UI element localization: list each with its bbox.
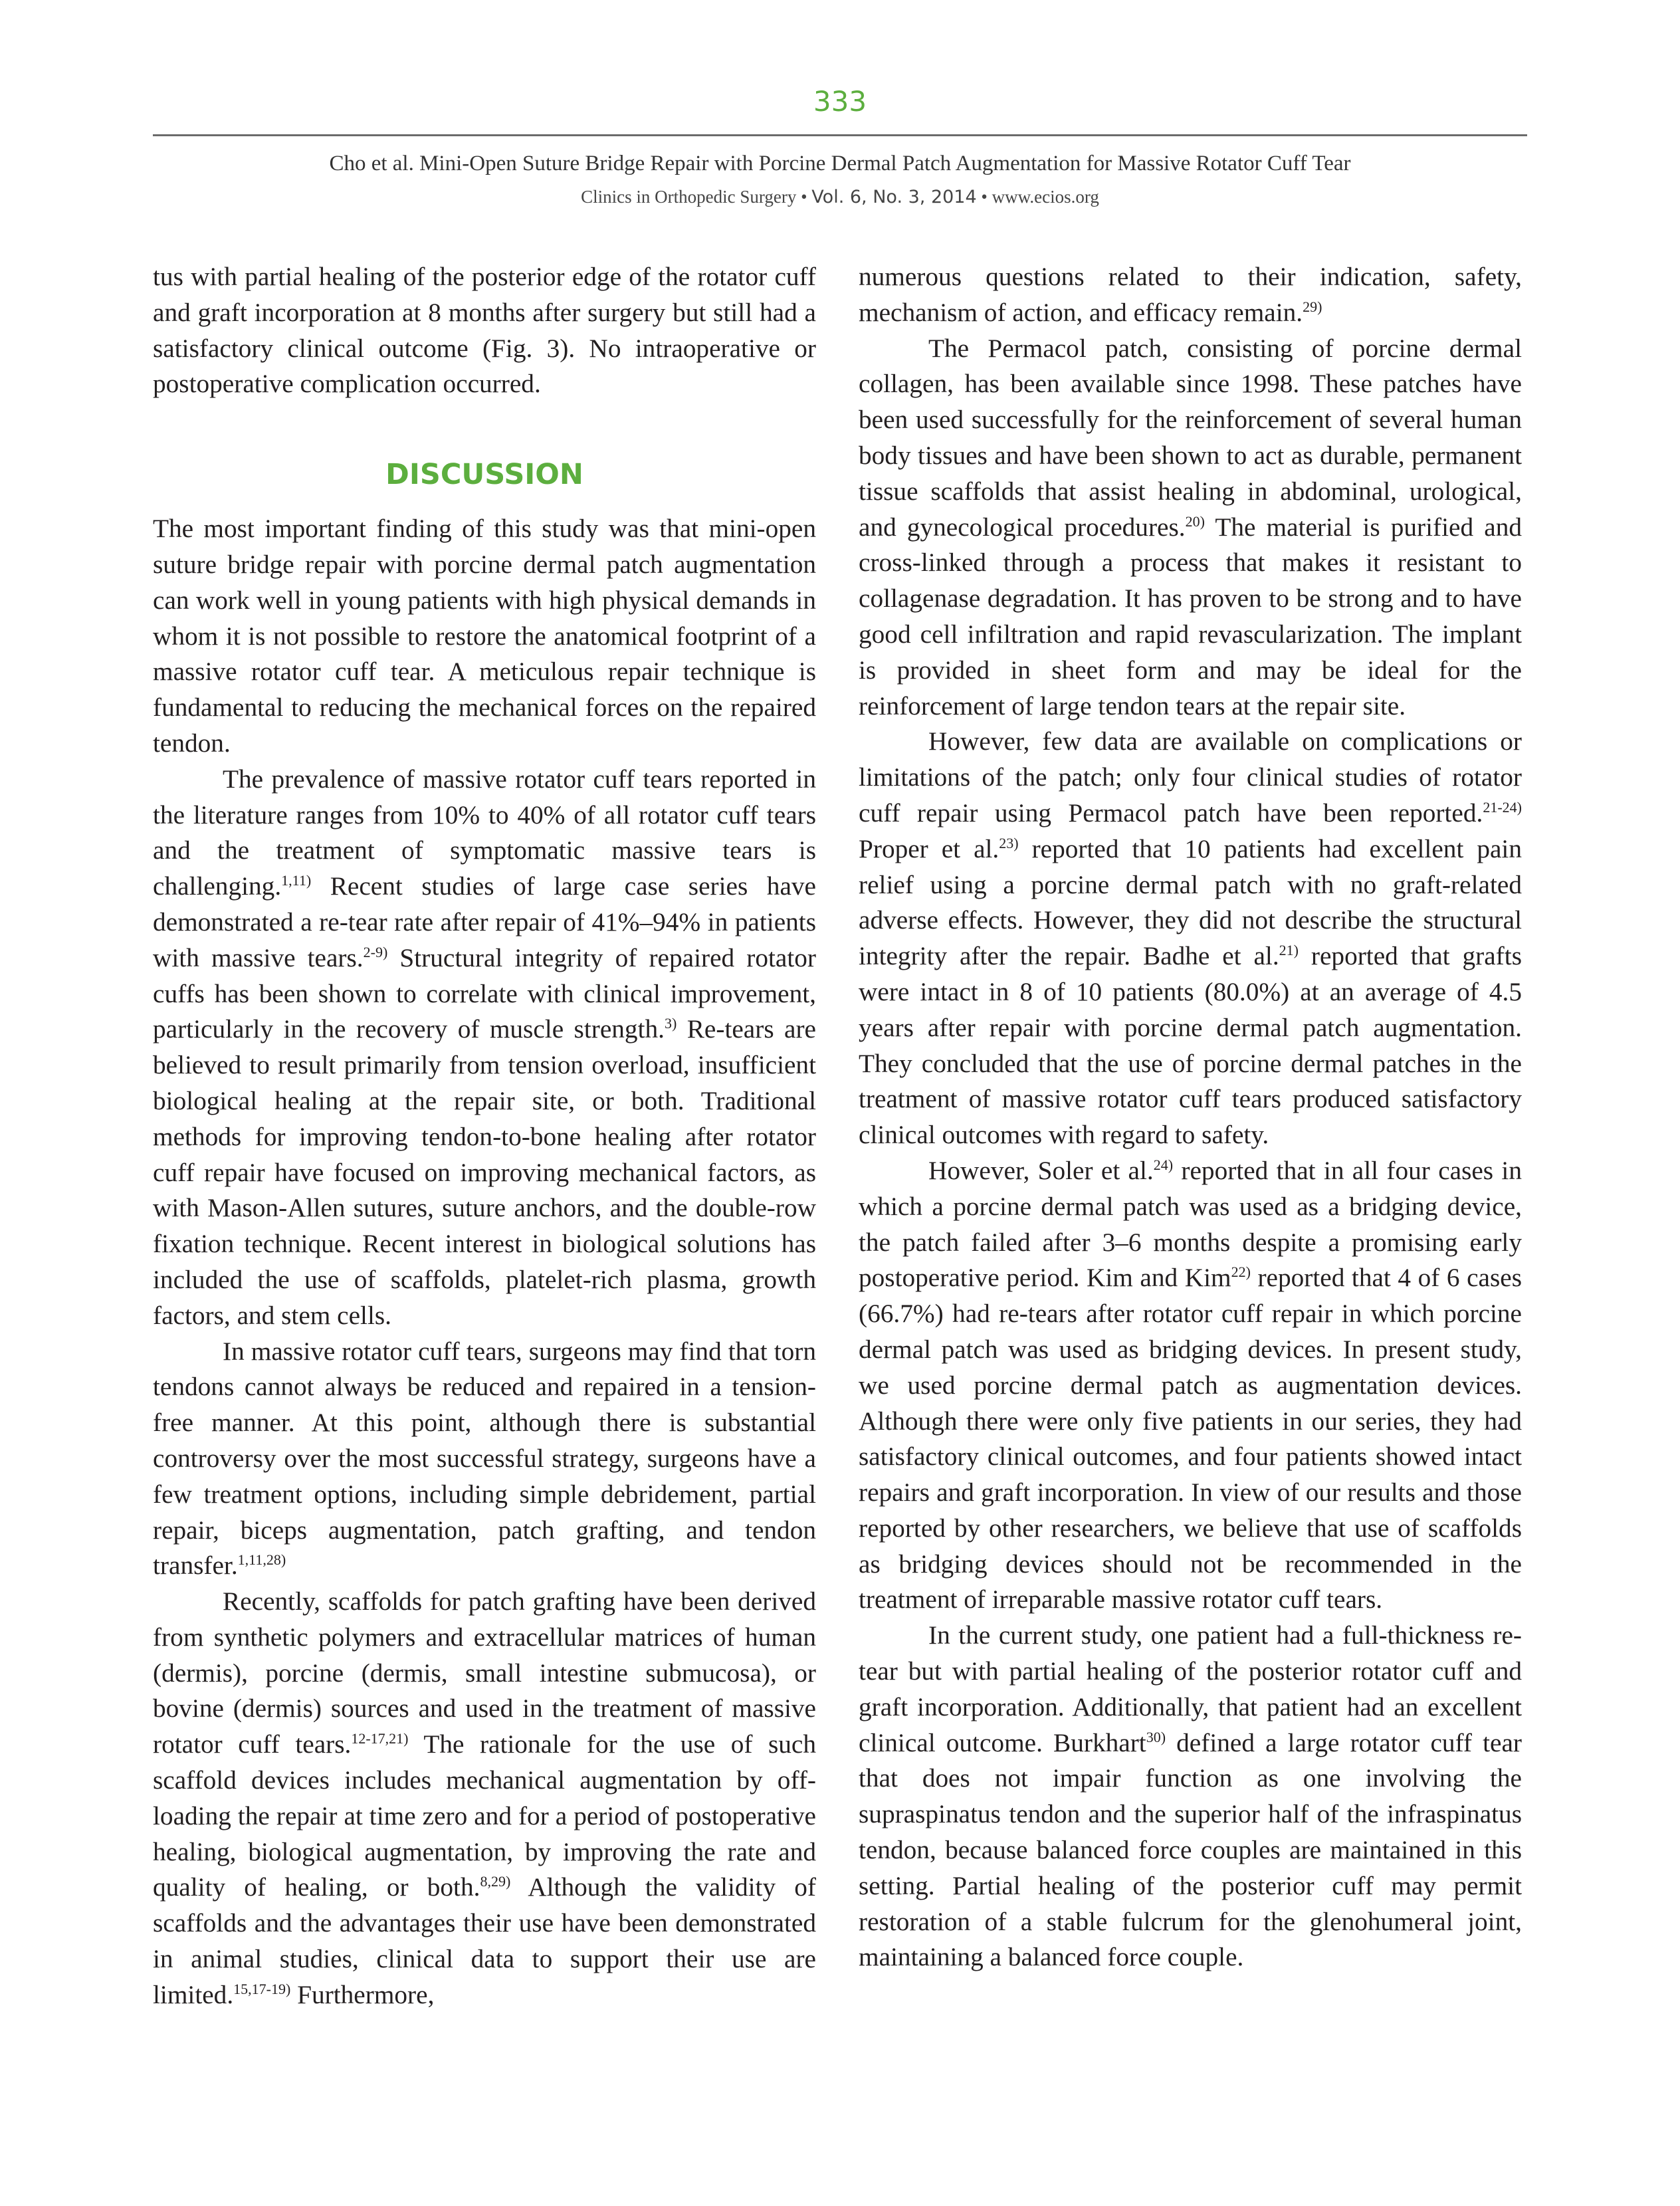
paragraph: The most important finding of this study was that mini-open suture bridge repair with porcine dermal patch augmentation can work well in young patients with high physical demands in whom it is not possible to restore the anatomical footprint of a massive rotator cuff tear. A meticulous repair technique is fundamental to reducing the mechanical forces on the repaired tendon.	[153, 514, 816, 758]
citation-superscript: 8,29)	[480, 1873, 511, 1890]
paragraph	[859, 1153, 1522, 1618]
paragraph	[153, 762, 816, 1334]
text-run: The prevalence of massive rotator cuff tears reported in the literature ranges from 10% to 40% of all rotator cuff tears and the treatment of symptomatic massive tears is challenging.	[153, 764, 816, 901]
text-run: The Permacol patch, consisting of porcine dermal collagen, has been available since 1998. These patches have been used successfully for the reinforcement of several human body tissues and have been shown to act as durable, permanent tissue scaffolds that assist healing in abdominal, urological, and gynecological procedures.	[859, 333, 1522, 542]
separator: •	[796, 187, 812, 207]
text-run: Recent studies of large case series have demonstrated a re-tear rate after repair of 41%–94% in patients with massive tears.	[153, 871, 816, 972]
running-title: Cho et al. Mini-Open Suture Bridge Repair with Porcine Dermal Patch Augmentation for Massive Rotator Cuff Tear	[329, 152, 1351, 175]
text-run: Recently, scaffolds for patch grafting have been derived from synthetic polymers and extracellular matrices of human (dermis), porcine (dermis, small intestine submucosa), or bovine (dermis) sources and used in the treatment of massive rotator cuff tears.	[153, 1587, 816, 1759]
text-run: Structural integrity of repaired rotator cuffs has been shown to correlate with clinical improvement, particularly in the recovery of muscle strength.	[153, 942, 816, 1044]
text-run: In the current study, one patient had a full-thickness re-tear but with partial healing of the posterior rotator cuff and graft incorporation. Additionally, that patient had an excellent clinical outcome. Burkhart	[859, 1620, 1522, 1757]
citation-superscript: 30)	[1146, 1728, 1166, 1745]
right-column	[859, 259, 1522, 1975]
citation-superscript: 1,11)	[281, 872, 312, 889]
paragraph	[153, 1334, 816, 1585]
paragraph	[859, 1618, 1522, 1975]
page-number: 333	[813, 85, 867, 118]
header-divider	[153, 134, 1527, 136]
paragraph: tus with partial healing of the posterior edge of the rotator cuff and graft incorporation at 8 months after surgery but still had a satisfactory clinical outcome (Fig. 3). No intraoperative or postoperative complication occurred.	[153, 262, 816, 399]
paragraph	[153, 1584, 816, 2013]
citation-superscript: 29)	[1303, 298, 1322, 315]
text-run: defined a large rotator cuff tear that does not impair function as one involving the supraspinatus tendon and the superior half of the infraspinatus tendon, because balanced force couples are maintained in this setting. Partial healing of the posterior cuff may permit restoration of a stable fulcrum for the glenohumeral joint, maintaining a balanced force couple.	[859, 1727, 1522, 1972]
text-run: Furthermore,	[290, 1979, 435, 2009]
section-heading-discussion: DISCUSSION	[385, 458, 583, 492]
citation-superscript: 15,17-19)	[233, 1980, 291, 1997]
text-run: Proper et al.	[859, 833, 999, 863]
citation-superscript: 1,11,28)	[237, 1551, 286, 1569]
citation-superscript: 24)	[1153, 1156, 1174, 1173]
journal-website: www.ecios.org	[992, 187, 1099, 207]
text-run: Although the validity of scaffolds and the advantages their use have been demonstrated in animal studies, clinical data to support their use are limited.	[153, 1872, 816, 2009]
text-run: reported that 4 of 6 cases (66.7%) had re-tears after rotator cuff repair in which porcine dermal patch was used as bridging devices. In present study, we used porcine dermal patch as augmentation devices. Although there were only five patients in our series, they had satisfactory clinical outcomes, and four patients showed intact repairs and graft incorporation. In view of our results and those reported by other researchers, we believe that use of scaffolds as bridging devices should not be recommended in the treatment of irreparable massive rotator cuff tears.	[859, 1263, 1522, 1614]
citation-superscript: 22)	[1231, 1264, 1251, 1281]
citation-superscript: 12-17,21)	[351, 1730, 409, 1747]
journal-name: Clinics in Orthopedic Surgery	[581, 187, 797, 207]
paragraph	[859, 331, 1522, 724]
volume-issue: Vol. 6, No. 3, 2014	[811, 187, 977, 207]
journal-citation-line	[0, 187, 1680, 207]
text-run: The rationale for the use of such scaffold devices includes mechanical augmentation by off-loading the repair at time zero and for a period of postoperative healing, biological augmentation, by improving the rate and quality of healing, or both.	[153, 1729, 816, 1902]
text-run: reported that 10 patients had excellent pain relief using a porcine dermal patch with no graft-related adverse effects. However, they did not describe the structural integrity after the repair. Badhe et al.	[859, 833, 1522, 971]
text-run: reported that in all four cases in which a porcine dermal patch was used as a bridging device, the patch failed after 3–6 months despite a promising early postoperative period. Kim and Kim	[859, 1155, 1522, 1293]
text-run: The material is purified and cross-linked through a process that makes it resistant to collagenase degradation. It has proven to be strong and to have good cell infiltration and rapid revascularization. The implant is provided in sheet form and may be ideal for the reinforcement of large tendon tears at the repair site.	[859, 512, 1522, 720]
text-run: numerous questions related to their indication, safety, mechanism of action, and efficacy remain.	[859, 262, 1522, 327]
citation-superscript: 2-9)	[363, 943, 388, 960]
citation-superscript: 21-24)	[1483, 798, 1522, 816]
paragraph	[859, 724, 1522, 1153]
text-run: However, few data are available on complications or limitations of the patch; only four clinical studies of rotator cuff repair using Permacol patch have been reported.	[859, 726, 1522, 827]
text-run: In massive rotator cuff tears, surgeons may find that torn tendons cannot always be reduced and repaired in a tension-free manner. At this point, although there is substantial controversy over the most successful strategy, surgeons have a few treatment options, including simple debridement, partial repair, biceps augmentation, patch grafting, and tendon transfer.	[153, 1336, 816, 1581]
separator: •	[976, 187, 992, 207]
text-run: reported that grafts were intact in 8 of 10 patients (80.0%) at an average of 4.5 years after repair with porcine dermal patch augmentation. They concluded that the use of porcine dermal patches in the treatment of massive rotator cuff tears produced satisfactory clinical outcomes with regard to safety.	[859, 941, 1522, 1150]
left-column	[153, 259, 816, 2013]
paragraph	[859, 259, 1522, 331]
citation-superscript: 23)	[999, 834, 1019, 851]
text-run: Re-tears are believed to result primarily from tension overload, insufficient biological healing at the repair site, or both. Traditional methods for improving tendon-to-bone healing after rotator cuff repair have focused on improving mechanical factors, as with Mason-Allen sutures, suture anchors, and the double-row fixation technique. Recent interest in biological solutions has included the use of scaffolds, platelet-rich plasma, growth factors, and stem cells.	[153, 1014, 816, 1330]
text-run: However, Soler et al.	[928, 1155, 1154, 1185]
citation-superscript: 20)	[1185, 512, 1205, 530]
citation-superscript: 3)	[664, 1015, 677, 1032]
citation-superscript: 21)	[1279, 942, 1299, 959]
